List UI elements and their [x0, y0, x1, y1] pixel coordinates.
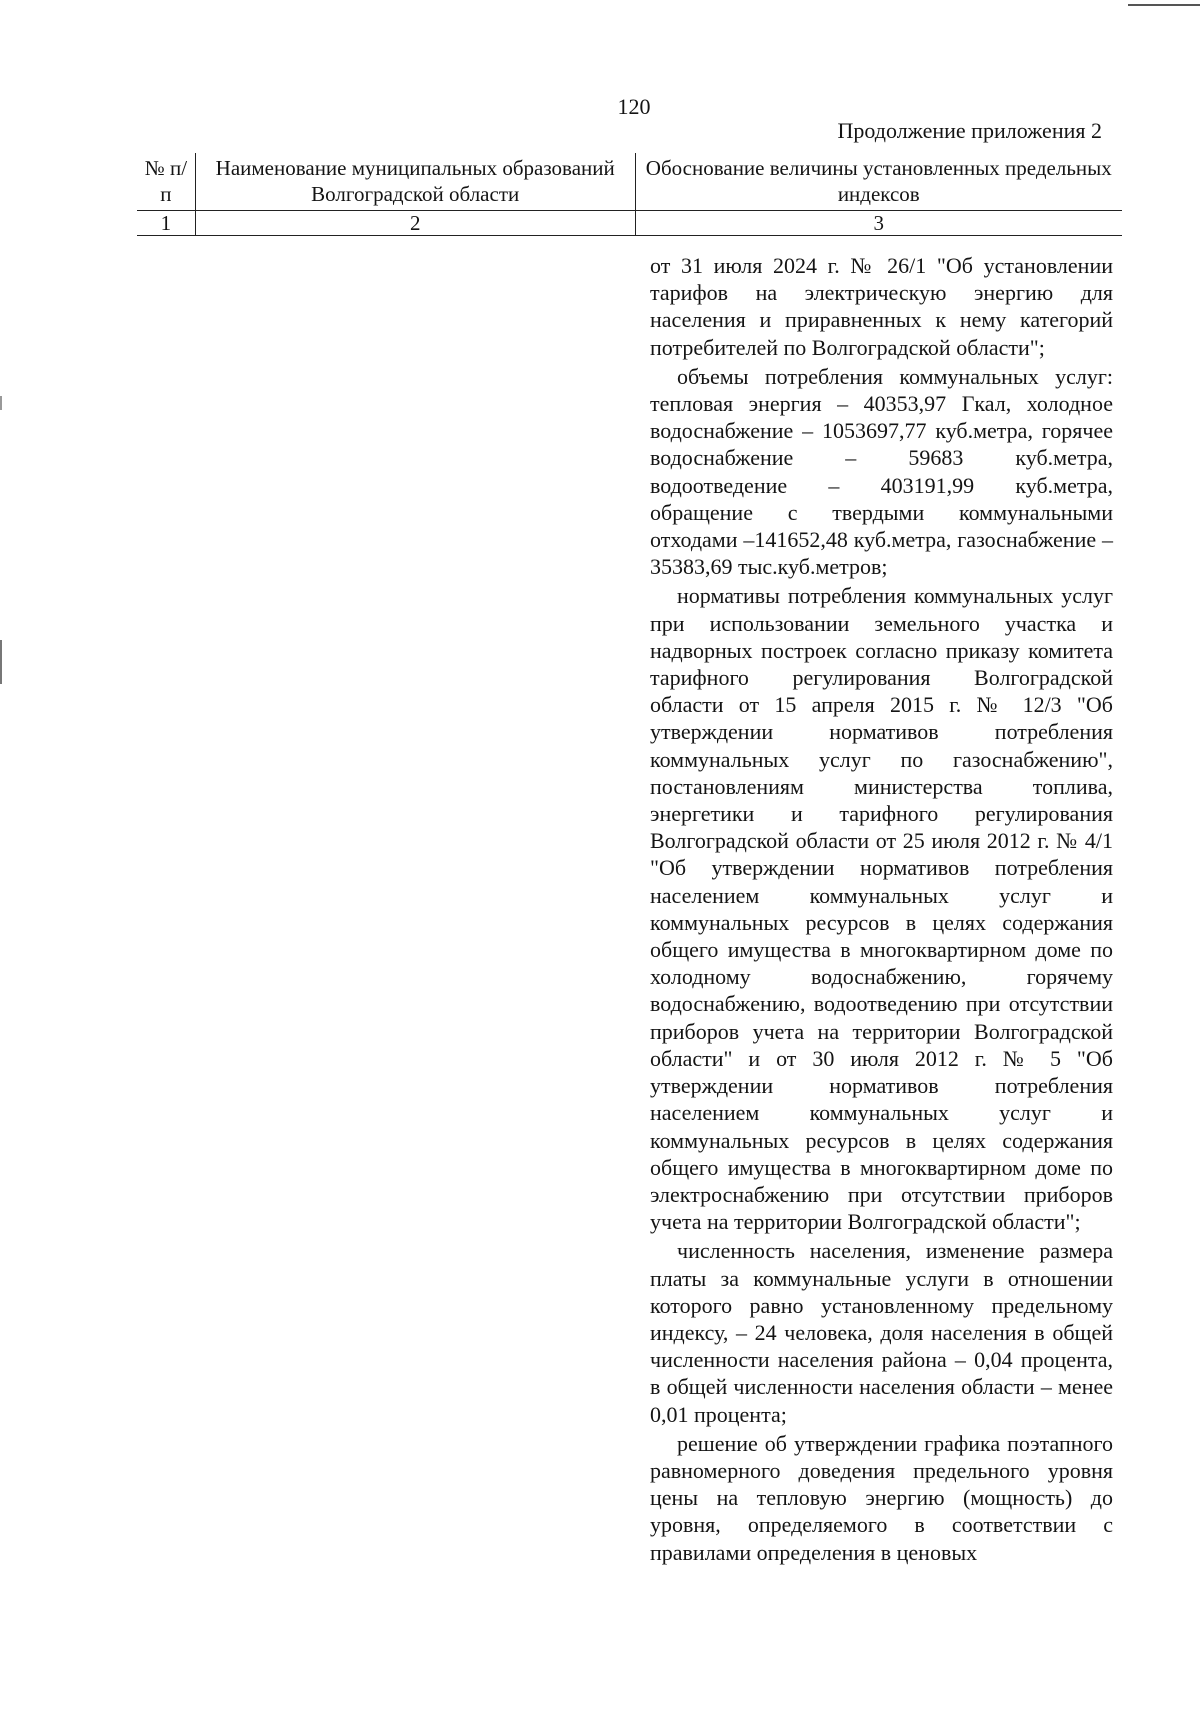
appendix-table-header	[137, 153, 1122, 236]
appendix-continuation-label: Продолжение приложения 2	[837, 118, 1102, 143]
paragraph-consumption-norms: нормативы потребления коммунальных услуг при использовании земельного участка и надворных построек согласно приказу комитета тарифного регулирования Волгоградской области от 15 апреля 2015 г. № 12/3 "Об утверждении нормативов потребления коммунальных услуг по газоснабжению", постановлениям министерства топлива, энергетики и тарифного регулирования Волгоградской области от 25 июля 2012 г. № 4/1 "Об утверждении нормативов потребления населением коммунальных услуг и коммунальных ресурсов в целях содержания общего имущества в многоквартирном доме по холодному водоснабжению, горячему водоснабжению, водоотведению при отсутствии приборов учета на территории Волгоградской области" и от 30 июля 2012 г. № 5 "Об утверждении нормативов потребления населением коммунальных услуг и коммунальных ресурсов в целях содержания общего имущества в многоквартирном доме по электроснабжению при отсутствии приборов учета на территории Волгоградской области";	[650, 583, 1113, 1235]
column-header-municipality: Наименование муниципальных образований Волгоградской области	[195, 153, 635, 211]
paragraph-heat-price-schedule: решение об утверждении графика поэтапного равномерного доведения предельного уровня цены на тепловую энергию (мощность) до уровня, определяемого в соответствии с правилами определения в ценовых	[650, 1430, 1113, 1565]
column-header-justification: Обоснование величины установленных предельных индексов	[635, 153, 1122, 211]
scan-edge-line	[1128, 4, 1200, 6]
paragraph-population: численность населения, изменение размера платы за коммунальные услуги в отношении которого равно установленному предельному индексу, – 24 человека, доля населения в общей численности населения района – 0,04 процента, в общей численности населения области – менее 0,01 процента;	[650, 1238, 1113, 1427]
table-column-number-row	[137, 211, 1122, 236]
justification-text-column	[650, 252, 1113, 1568]
column-number-2: 2	[195, 211, 635, 236]
paragraph-consumption-volumes: объемы потребления коммунальных услуг: тепловая энергия – 40353,97 Гкал, холодное водоснабжение – 1053697,77 куб.метра, горячее водоснабжение – 59683 куб.метра, водоотведение – 403191,99 куб.метра, обращение с твердыми коммунальными отходами –141652,48 куб.метра, газоснабжение –35383,69 тыс.куб.метров;	[650, 363, 1113, 580]
table-header-row	[137, 153, 1122, 211]
paragraph-tariff-order: от 31 июля 2024 г. № 26/1 "Об установлении тарифов на электрическую энергию для населения и приравненных к нему категорий потребителей по Волгоградской области";	[650, 253, 1113, 360]
page-number: 120	[617, 94, 651, 119]
column-number-1: 1	[137, 211, 195, 236]
column-header-number: № п/п	[137, 153, 195, 211]
scan-edge-mark	[0, 640, 2, 684]
scan-edge-mark	[0, 396, 2, 410]
column-number-3: 3	[635, 211, 1122, 236]
